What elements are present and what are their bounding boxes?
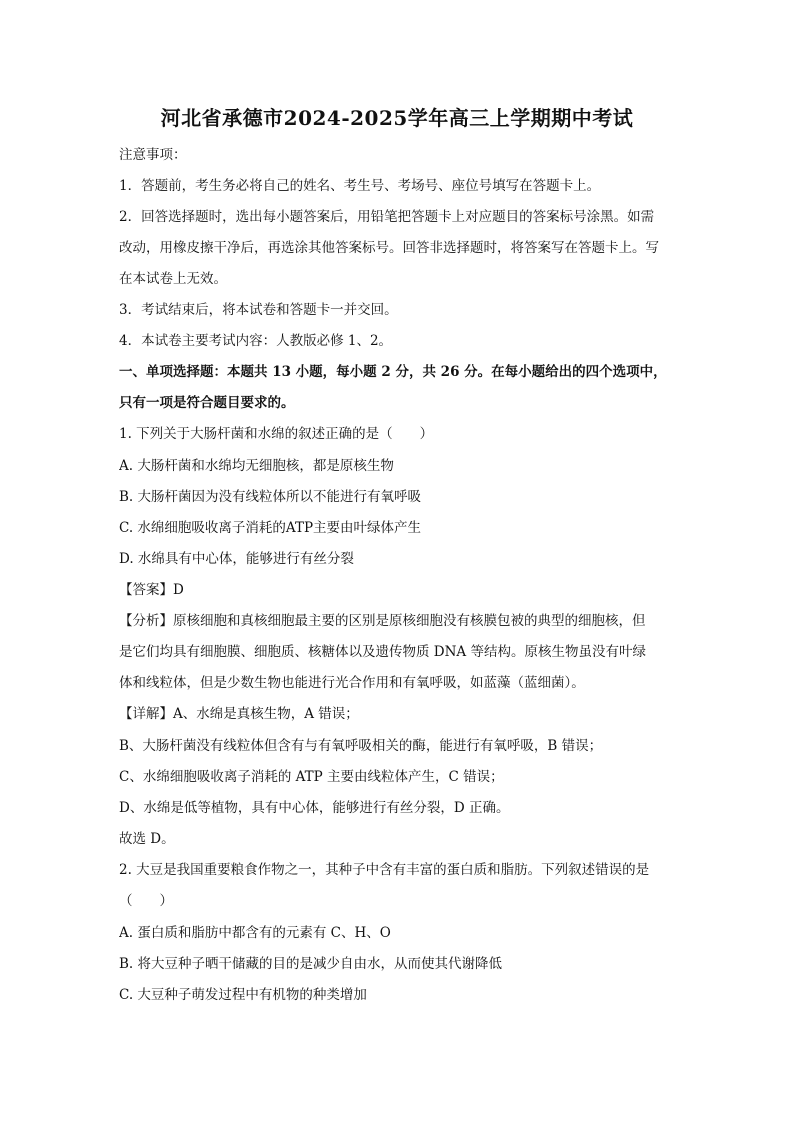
notice-heading: 注意事项： (119, 147, 187, 163)
notice-line: 1．答题前，考生务必将自己的姓名、考生号、考场号、座位号填写在答题卡上。 (119, 178, 601, 194)
page-title: 河北省承德市2024-2025学年高三上学期期中考试 (160, 106, 634, 130)
detail-line: C、水绵细胞吸收离子消耗的 ATP 主要由线粒体产生，C 错误； (119, 769, 504, 785)
question-option: C. 水绵细胞吸收离子消耗的ATP主要由叶绿体产生 (119, 520, 422, 536)
answer-line: 【答案】D (119, 582, 184, 598)
detail-line: 【详解】A、水绵是真核生物，A 错误； (119, 706, 359, 722)
analysis-line: 体和线粒体，但是少数生物也能进行光合作用和有氧呼吸，如蓝藻（蓝细菌）。 (119, 675, 585, 691)
question-option: B. 大肠杆菌因为没有线粒体所以不能进行有氧呼吸 (119, 489, 422, 505)
question-option: C. 大豆种子萌发过程中有机物的种类增加 (119, 987, 367, 1003)
question-stem-continued: （ ） (119, 893, 173, 909)
question-stem: 1. 下列关于大肠杆菌和水绵的叙述正确的是（ ） (119, 426, 434, 442)
notice-line: 改动，用橡皮擦干净后，再选涂其他答案标号。回答非选择题时，将答案写在答题卡上。写 (119, 240, 659, 256)
analysis-line: 【分析】原核细胞和真核细胞最主要的区别是原核细胞没有核膜包被的典型的细胞核，但 (119, 613, 646, 629)
question-option: B. 将大豆种子晒干储藏的目的是减少自由水，从而使其代谢降低 (119, 956, 503, 972)
question-stem: 2. 大豆是我国重要粮食作物之一，其种子中含有丰富的蛋白质和脂肪。下列叙述错误的是 (119, 862, 650, 878)
question-option: D. 水绵具有中心体，能够进行有丝分裂 (119, 551, 354, 567)
question-option: A. 大肠杆菌和水绵均无细胞核，都是原核生物 (119, 458, 394, 474)
notice-line: 2．回答选择题时，选出每小题答案后，用铅笔把答题卡上对应题目的答案标号涂黑。如需 (119, 209, 655, 225)
notice-line: 在本试卷上无效。 (119, 271, 227, 287)
section-instruction: 只有一项是符合题目要求的。 (119, 395, 295, 411)
notice-line: 3．考试结束后，将本试卷和答题卡一并交回。 (119, 302, 398, 318)
analysis-line: 是它们均具有细胞膜、细胞质、核糖体以及遗传物质 DNA 等结构。原核生物虽没有叶绿 (119, 644, 646, 660)
notice-line: 4．本试卷主要考试内容：人教版必修 1、2。 (119, 333, 393, 349)
section-instruction: 一、单项选择题：本题共 13 小题，每小题 2 分，共 26 分。在每小题给出的四个选项中， (119, 364, 667, 380)
detail-line: B、大肠杆菌没有线粒体但含有与有氧呼吸相关的酶，能进行有氧呼吸，B 错误； (119, 738, 603, 754)
conclusion-line: 故选 D。 (119, 831, 175, 847)
question-option: A. 蛋白质和脂肪中都含有的元素有 C、H、O (119, 925, 391, 941)
detail-line: D、水绵是低等植物，具有中心体，能够进行有丝分裂，D 正确。 (119, 800, 510, 816)
